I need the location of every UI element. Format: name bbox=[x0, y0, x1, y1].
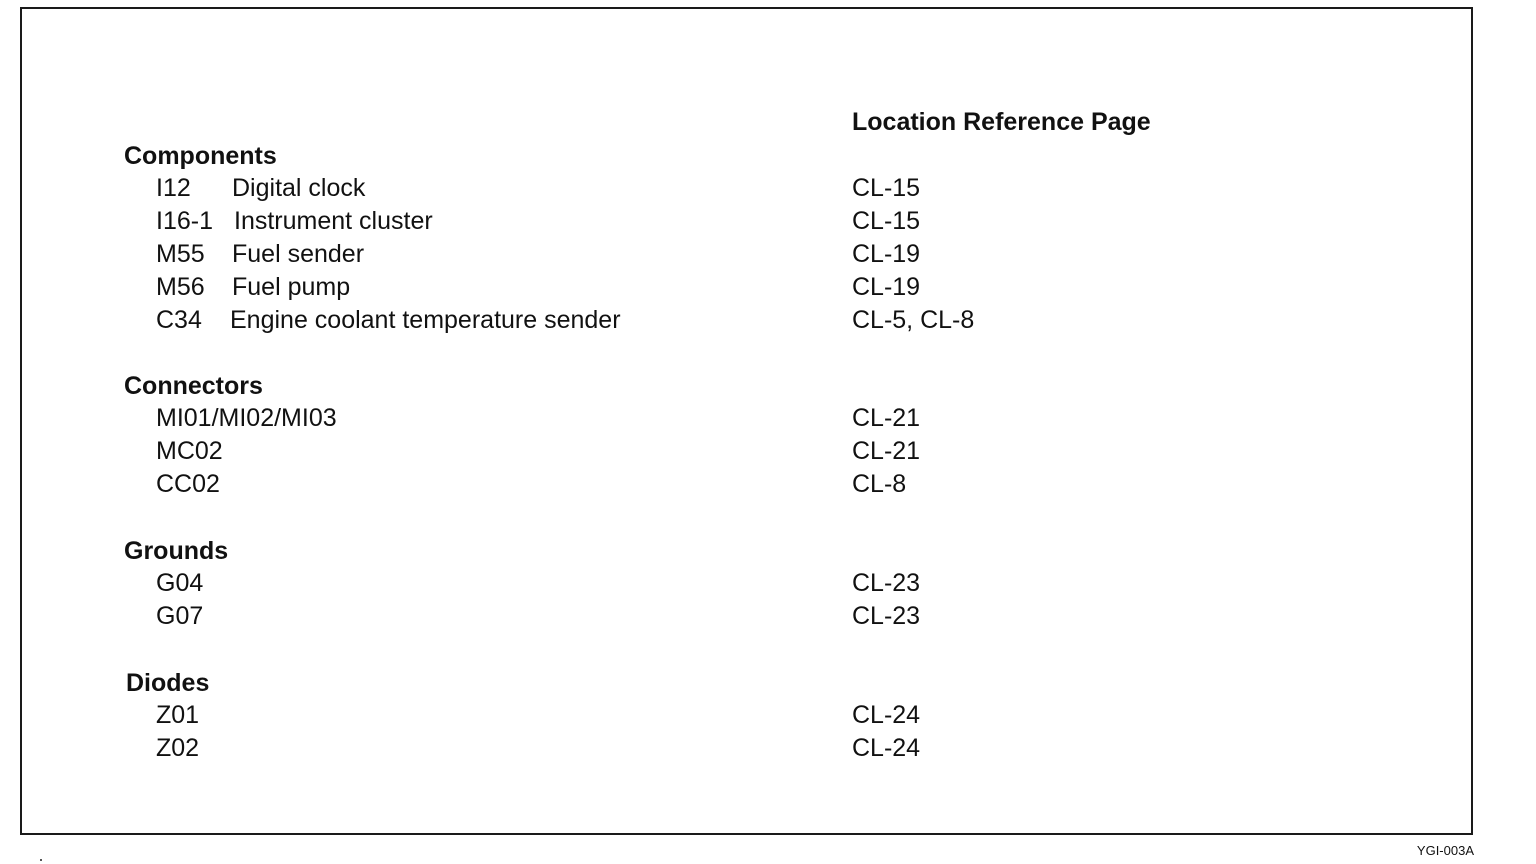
reference-page: CL-8 bbox=[852, 470, 907, 498]
table-row bbox=[0, 569, 1453, 601]
reference-page: CL-24 bbox=[852, 734, 921, 762]
table-row bbox=[0, 734, 1453, 766]
section-heading-grounds: Grounds bbox=[124, 537, 229, 565]
component-code: C34 bbox=[156, 306, 202, 334]
component-description: Engine coolant temperature sender bbox=[230, 306, 621, 334]
diode-code: Z01 bbox=[156, 701, 200, 729]
component-description: Digital clock bbox=[232, 174, 366, 202]
section-heading-connectors: Connectors bbox=[124, 372, 263, 400]
section-heading-diodes: Diodes bbox=[126, 669, 210, 697]
table-row bbox=[0, 174, 1453, 206]
table-row bbox=[0, 437, 1453, 469]
component-code: M56 bbox=[156, 273, 205, 301]
reference-page: CL-23 bbox=[852, 569, 921, 597]
table-row bbox=[0, 306, 1453, 338]
table-row bbox=[0, 701, 1453, 733]
section-heading-components: Components bbox=[124, 142, 277, 170]
table-row bbox=[0, 240, 1453, 272]
table-row bbox=[0, 602, 1453, 634]
connector-code: CC02 bbox=[156, 470, 220, 498]
connector-code: MI01/MI02/MI03 bbox=[156, 404, 337, 432]
figure-id: YGI-003A bbox=[1416, 843, 1474, 858]
diode-code: Z02 bbox=[156, 734, 200, 762]
component-description: Fuel pump bbox=[232, 273, 351, 301]
component-code: I16-1 bbox=[156, 207, 213, 235]
table-row bbox=[0, 273, 1453, 305]
column-header-location-reference: Location Reference Page bbox=[852, 108, 1151, 136]
reference-page: CL-15 bbox=[852, 207, 921, 235]
component-description: Fuel sender bbox=[232, 240, 365, 268]
reference-page: CL-21 bbox=[852, 437, 921, 465]
component-code: M55 bbox=[156, 240, 205, 268]
reference-page: CL-24 bbox=[852, 701, 921, 729]
table-row bbox=[0, 207, 1453, 239]
reference-page: CL-19 bbox=[852, 273, 921, 301]
connector-code: MC02 bbox=[156, 437, 223, 465]
reference-page: CL-19 bbox=[852, 240, 921, 268]
reference-page: CL-15 bbox=[852, 174, 921, 202]
scan-artifact bbox=[40, 859, 42, 861]
reference-page: CL-23 bbox=[852, 602, 921, 630]
ground-code: G07 bbox=[156, 602, 204, 630]
component-description: Instrument cluster bbox=[234, 207, 433, 235]
table-row bbox=[0, 470, 1453, 502]
table-row bbox=[0, 404, 1453, 436]
reference-page: CL-5, CL-8 bbox=[852, 306, 975, 334]
reference-page: CL-21 bbox=[852, 404, 921, 432]
ground-code: G04 bbox=[156, 569, 204, 597]
component-code: I12 bbox=[156, 174, 191, 202]
